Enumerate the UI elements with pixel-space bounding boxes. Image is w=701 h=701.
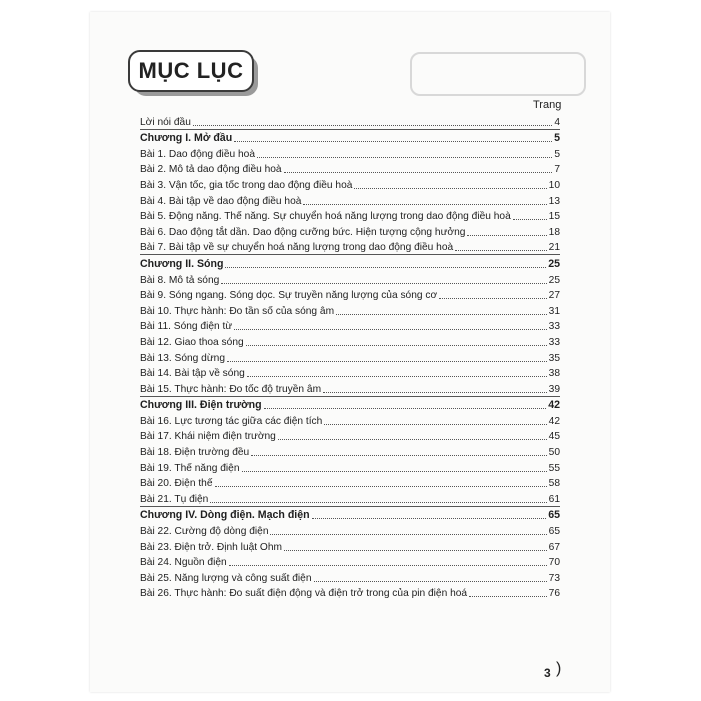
dot-leader xyxy=(246,345,547,346)
dot-leader xyxy=(247,376,547,377)
dot-leader xyxy=(303,204,546,205)
toc-entry-title: Bài 6. Dao động tắt dần. Dao động cưỡng bức. Hiện tượng cộng hưởng xyxy=(140,226,466,238)
toc-entry-page: 25 xyxy=(548,257,560,270)
heading-tab xyxy=(128,50,258,94)
dot-leader xyxy=(284,550,547,551)
dot-leader xyxy=(354,188,546,189)
toc-chapter-row xyxy=(140,129,560,146)
dot-leader xyxy=(264,408,547,409)
dot-leader xyxy=(210,502,546,503)
toc-entry-row xyxy=(140,113,560,129)
dot-leader xyxy=(215,486,547,487)
toc-entry-title: Chương I. Mở đầu xyxy=(140,132,233,145)
dot-leader xyxy=(455,250,547,251)
toc-entry-page: 31 xyxy=(548,305,560,317)
toc-entry-row xyxy=(140,208,560,224)
toc-entry-row xyxy=(140,271,560,287)
toc-entry-row xyxy=(140,443,560,459)
toc-entry-title: Bài 25. Năng lượng và công suất điện xyxy=(140,572,312,584)
toc-entry-row xyxy=(140,475,560,491)
toc-entry-page: 70 xyxy=(548,557,560,569)
toc-entry-row xyxy=(140,239,560,255)
dot-leader xyxy=(278,439,547,440)
toc-entry-title: Bài 20. Điện thế xyxy=(140,478,213,490)
toc-entry-row xyxy=(140,223,560,239)
toc-entry-title: Bài 2. Mô tả dao động điều hoà xyxy=(140,164,282,176)
toc-entry-page: 5 xyxy=(554,148,560,160)
toc-entry-title: Bài 8. Mô tả sóng xyxy=(140,274,220,286)
toc-entry-row xyxy=(140,365,560,381)
page-title: MỤC LỤC xyxy=(128,50,254,92)
toc-entry-title: Bài 21. Tụ điện xyxy=(140,493,209,505)
toc-entry-title: Bài 24. Nguồn điện xyxy=(140,557,227,569)
toc-entry-page: 76 xyxy=(548,588,560,600)
ghost-box xyxy=(410,52,586,96)
toc-entry-row xyxy=(140,459,560,475)
toc-entry-row xyxy=(140,522,560,538)
table-of-contents xyxy=(140,113,560,600)
page-column-label: Trang xyxy=(533,99,562,111)
dot-leader xyxy=(227,361,547,362)
toc-entry-title: Bài 18. Điện trường đều xyxy=(140,447,250,459)
toc-entry-row xyxy=(140,428,560,444)
toc-entry-title: Bài 5. Động năng. Thế năng. Sự chuyển hoá năng lượng trong dao động điều hoà xyxy=(140,211,511,223)
toc-entry-page: 45 xyxy=(548,431,560,443)
dot-leader xyxy=(193,125,552,126)
toc-entry-title: Bài 22. Cường độ dòng điện xyxy=(140,526,269,538)
toc-entry-title: Lời nói đầu xyxy=(140,116,191,128)
toc-entry-row xyxy=(140,538,560,554)
toc-entry-page: 10 xyxy=(548,179,560,191)
toc-entry-title: Chương III. Điện trường xyxy=(140,399,262,412)
dot-leader xyxy=(234,141,552,142)
toc-entry-title: Bài 1. Dao động điều hoà xyxy=(140,148,255,160)
toc-entry-row xyxy=(140,318,560,334)
toc-entry-title: Bài 17. Khái niệm điện trường xyxy=(140,431,276,443)
toc-entry-title: Chương II. Sóng xyxy=(140,257,224,270)
toc-entry-title: Bài 4. Bài tập về dao động điều hoà xyxy=(140,195,302,207)
toc-entry-title: Bài 10. Thực hành: Đo tần số của sóng âm xyxy=(140,305,335,317)
toc-entry-page: 15 xyxy=(548,211,560,223)
dot-leader xyxy=(467,235,546,236)
toc-entry-row xyxy=(140,349,560,365)
dot-leader xyxy=(242,471,547,472)
dot-leader xyxy=(225,267,546,268)
toc-entry-title: Bài 14. Bài tập về sóng xyxy=(140,368,245,380)
toc-entry-title: Bài 15. Thực hành: Đo tốc độ truyền âm xyxy=(140,383,322,395)
toc-entry-page: 27 xyxy=(548,290,560,302)
toc-chapter-row xyxy=(140,396,560,413)
toc-entry-page: 13 xyxy=(548,195,560,207)
toc-entry-title: Bài 16. Lực tương tác giữa các điện tích xyxy=(140,415,323,427)
toc-entry-page: 25 xyxy=(548,274,560,286)
toc-entry-page: 5 xyxy=(554,132,560,145)
toc-entry-row xyxy=(140,161,560,177)
toc-entry-title: Bài 7. Bài tập về sự chuyển hoá năng lượng trong dao động điều hoà xyxy=(140,242,454,254)
toc-entry-page: 33 xyxy=(548,321,560,333)
toc-chapter-row xyxy=(140,506,560,523)
toc-entry-title: Chương IV. Dòng điện. Mạch điện xyxy=(140,509,310,522)
toc-entry-page: 67 xyxy=(548,541,560,553)
toc-entry-title: Bài 12. Giao thoa sóng xyxy=(140,336,244,348)
toc-entry-row xyxy=(140,333,560,349)
toc-entry-row xyxy=(140,192,560,208)
toc-entry-page: 65 xyxy=(548,526,560,538)
dot-leader xyxy=(270,534,546,535)
toc-entry-page: 42 xyxy=(548,399,560,412)
toc-entry-page: 39 xyxy=(548,383,560,395)
toc-entry-title: Bài 26. Thực hành: Đo suất điện động và điện trở trong của pin điện hoá xyxy=(140,588,468,600)
toc-entry-title: Bài 23. Điện trở. Định luật Ohm xyxy=(140,541,283,553)
toc-entry-title: Bài 3. Vận tốc, gia tốc trong dao động điều hoà xyxy=(140,179,353,191)
toc-entry-page: 35 xyxy=(548,352,560,364)
toc-entry-page: 33 xyxy=(548,336,560,348)
dot-leader xyxy=(312,518,547,519)
toc-entry-page: 7 xyxy=(554,164,560,176)
toc-entry-title: Bài 11. Sóng điện từ xyxy=(140,321,233,333)
dot-leader xyxy=(221,283,546,284)
dot-leader xyxy=(513,219,547,220)
toc-entry-row xyxy=(140,145,560,161)
toc-chapter-row xyxy=(140,254,560,271)
toc-entry-title: Bài 13. Sóng dừng xyxy=(140,352,225,364)
toc-entry-row xyxy=(140,585,560,601)
toc-entry-row xyxy=(140,287,560,303)
toc-entry-row xyxy=(140,490,560,506)
dot-leader xyxy=(229,565,547,566)
toc-entry-page: 38 xyxy=(548,368,560,380)
dot-leader xyxy=(284,172,553,173)
toc-entry-page: 65 xyxy=(548,509,560,522)
dot-leader xyxy=(439,298,546,299)
dot-leader xyxy=(314,581,547,582)
toc-entry-page: 4 xyxy=(554,116,560,128)
toc-entry-page: 21 xyxy=(548,242,560,254)
toc-entry-page: 55 xyxy=(548,462,560,474)
dot-leader xyxy=(324,424,546,425)
toc-entry-row xyxy=(140,302,560,318)
dot-leader xyxy=(257,157,552,158)
toc-entry-page: 73 xyxy=(548,572,560,584)
toc-entry-title: Bài 9. Sóng ngang. Sóng dọc. Sự truyền năng lượng của sóng cơ xyxy=(140,290,438,302)
dot-leader xyxy=(336,314,547,315)
toc-entry-page: 61 xyxy=(548,493,560,505)
toc-entry-page: 58 xyxy=(548,478,560,490)
toc-entry-page: 18 xyxy=(548,226,560,238)
toc-entry-row xyxy=(140,554,560,570)
toc-entry-row xyxy=(140,380,560,396)
toc-entry-page: 50 xyxy=(548,447,560,459)
page-number-bracket: ) xyxy=(556,660,562,677)
toc-entry-row xyxy=(140,412,560,428)
dot-leader xyxy=(251,455,546,456)
page-number: 3 xyxy=(544,666,551,680)
toc-entry-row xyxy=(140,176,560,192)
dot-leader xyxy=(469,596,547,597)
dot-leader xyxy=(323,392,547,393)
toc-entry-title: Bài 19. Thế năng điện xyxy=(140,462,240,474)
toc-entry-row xyxy=(140,569,560,585)
dot-leader xyxy=(234,329,547,330)
toc-entry-page: 42 xyxy=(548,415,560,427)
